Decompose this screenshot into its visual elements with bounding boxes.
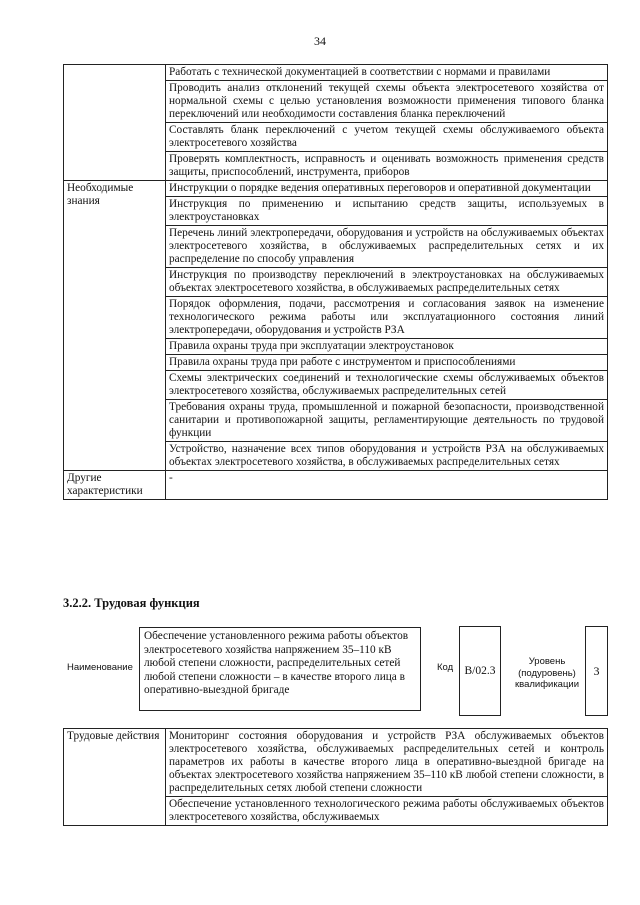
row-label-knowledge: Необходимые знания <box>64 181 166 471</box>
table-cell: Правила охраны труда при эксплуатации электроустановок <box>166 339 608 355</box>
table-cell: Составлять бланк переключений с учетом текущей схемы обслуживаемого объекта электросетевого хозяйства <box>166 123 608 152</box>
table-cell: Инструкция по применению и испытанию средств защиты, используемых в электроустановках <box>166 197 608 226</box>
table-cell: Проверять комплектность, исправность и оценивать возможность применения средств защиты, приспособлений, инструмента, приборов <box>166 152 608 181</box>
row-label-actions: Трудовые действия <box>64 729 166 826</box>
qualification-level-box: 3 <box>585 626 608 716</box>
table-cell: Инструкция по производству переключений в электроустановках на обслуживаемых объектах электросетевого хозяйства, в обслуживаемых распределительных сетях <box>166 268 608 297</box>
table-cell: Работать с технической документацией в соответствии с нормами и правилами <box>166 65 608 81</box>
table-cell: Обеспечение установленного технологического режима работы обслуживаемых объектов электросетевого хозяйства, обслуживаемых <box>166 797 608 826</box>
level-label: Уровень (подуровень) квалификации <box>514 656 580 690</box>
labor-actions-table <box>63 728 608 826</box>
table-row <box>64 471 608 500</box>
competency-table <box>63 64 608 500</box>
table-row <box>64 729 608 797</box>
table-cell: Перечень линий электропередачи, оборудования и устройств на обслуживаемых объектах электросетевого хозяйства, в обслуживаемых распределительных сетях и их распределение по способу управления <box>166 226 608 268</box>
table-cell: Проводить анализ отклонений текущей схемы объекта электросетевого хозяйства от нормальной схемы с целью установления возможности применения типового бланка переключений или необходимости составления бланка переключений <box>166 81 608 123</box>
code-label: Код <box>437 662 454 673</box>
section-heading: 3.2.2. Трудовая функция <box>63 596 200 610</box>
name-label: Наименование <box>67 662 133 673</box>
row-label-empty <box>64 65 166 181</box>
function-header <box>63 622 608 718</box>
table-row <box>64 181 608 197</box>
table-cell: Мониторинг состояния оборудования и устройств РЗА обслуживаемых объектов электросетевого хозяйства, обслуживаемых распределительных сетей и контроль параметров их работы в качестве второго лица в оперативно-выездной бригаде на объектах электросетевого хозяйства напряжением 35–110 кВ любой степени сложности, в распределительных сетях любой степени сложности <box>166 729 608 797</box>
table-cell: Инструкции о порядке ведения оперативных переговоров и оперативной документации <box>166 181 608 197</box>
row-label-other: Другие характеристики <box>64 471 166 500</box>
table-cell: Требования охраны труда, промышленной и пожарной безопасности, производственной санитарии и противопожарной защиты, регламентирующие деятельность по трудовой функции <box>166 400 608 442</box>
table-cell: - <box>166 471 608 500</box>
table-cell: Правила охраны труда при работе с инструментом и приспособлениями <box>166 355 608 371</box>
table-cell: Порядок оформления, подачи, рассмотрения и согласования заявок на изменение технологического режима работы или эксплуатационного состояния линий электропередачи, оборудования и устройств РЗА <box>166 297 608 339</box>
table-row <box>64 65 608 81</box>
table-cell: Устройство, назначение всех типов оборудования и устройств РЗА на обслуживаемых объектах электросетевого хозяйства, в обслуживаемых распределительных сетях <box>166 442 608 471</box>
function-name-box: Обеспечение установленного режима работы объектов электросетевого хозяйства напряжением 35–110 кВ любой степени сложности, распределительных сетей любой степени сложности – в качестве второго лица в оперативно-выездной бригаде <box>139 627 421 711</box>
function-code-box: В/02.3 <box>459 626 501 716</box>
table-cell: Схемы электрических соединений и технологические схемы обслуживаемых объектов электросетевого хозяйства, обслуживаемых распределительных сетей <box>166 371 608 400</box>
page-number: 34 <box>314 34 326 48</box>
